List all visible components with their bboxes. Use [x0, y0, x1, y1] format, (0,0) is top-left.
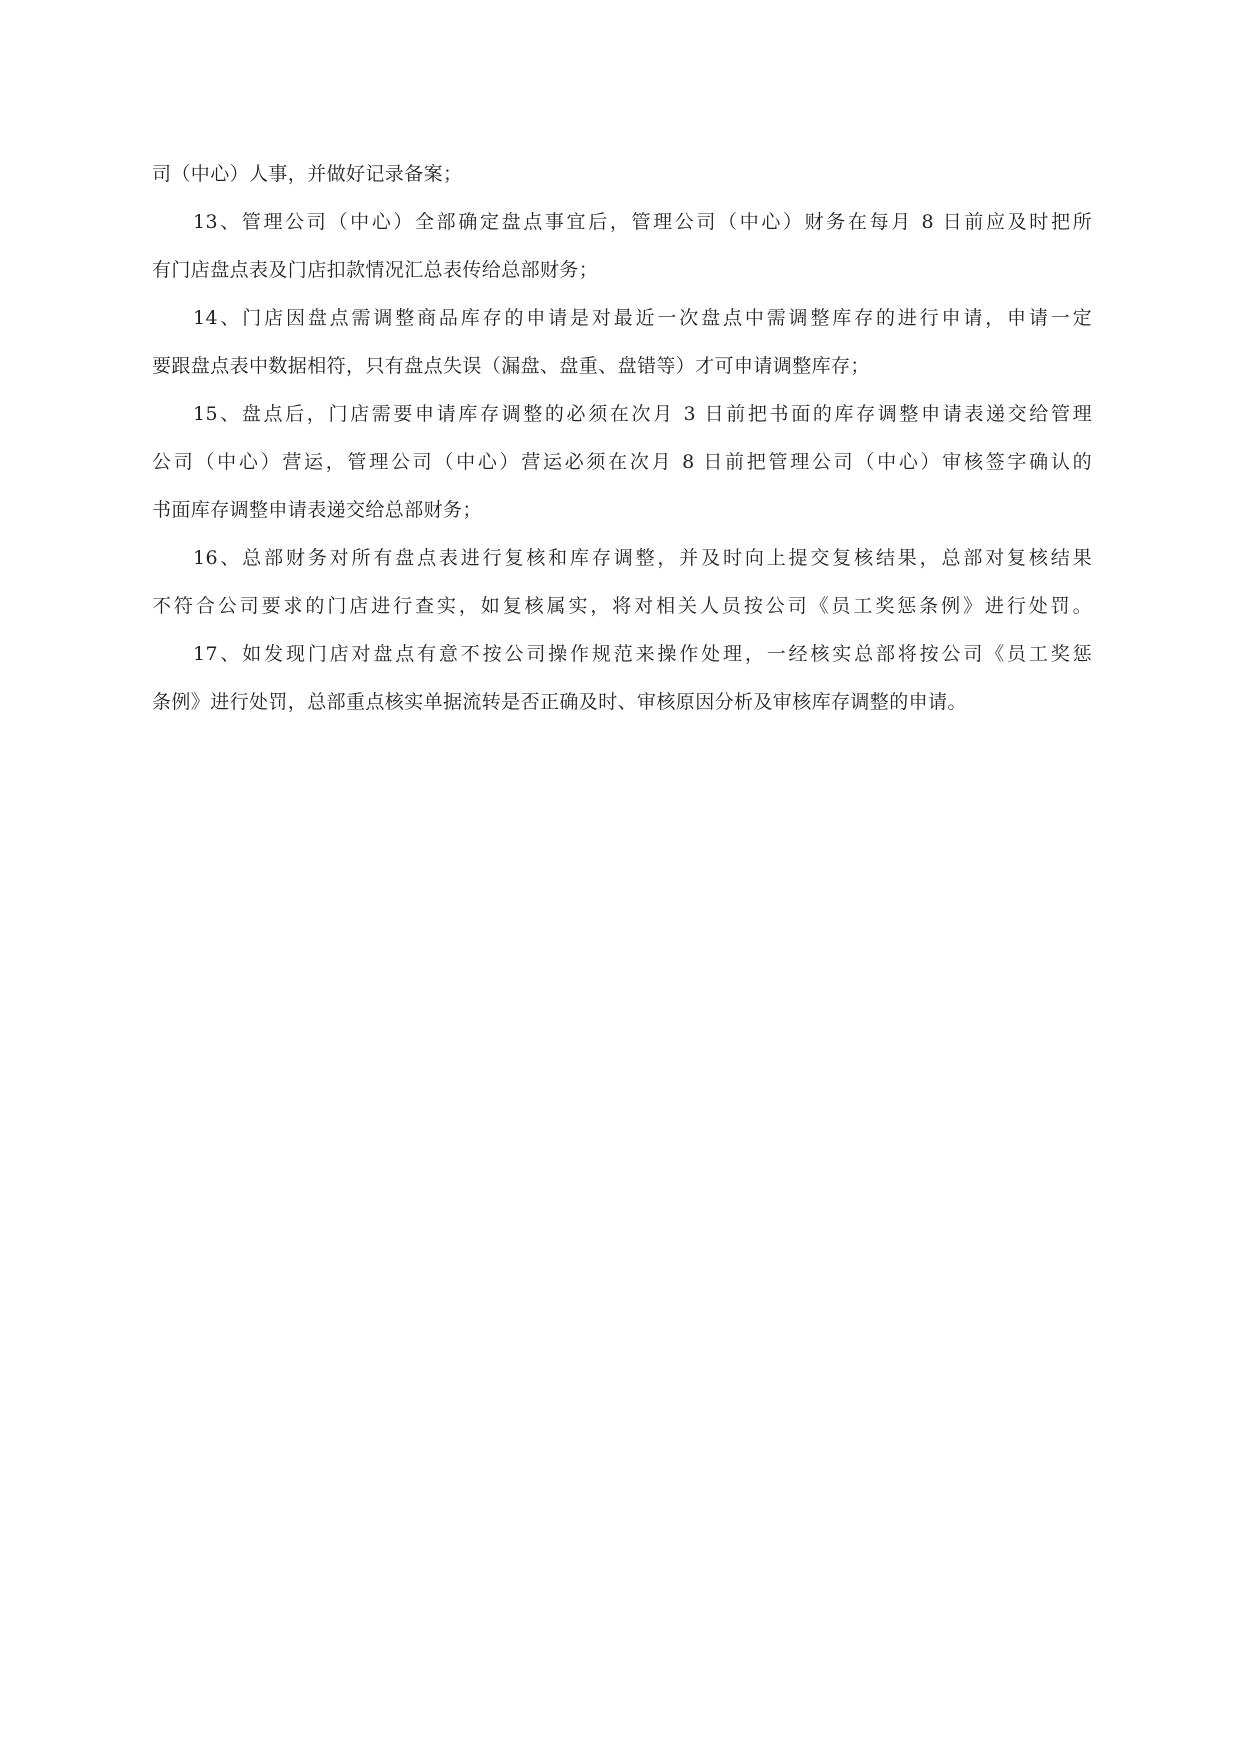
text-line-item-15-cont-2: 书面库存调整申请表递交给总部财务； — [152, 499, 482, 521]
text-line-item-17: 17、如发现门店对盘点有意不按公司操作规范来操作处理，一经核实总部将按公司《员工奖惩 — [193, 643, 1092, 665]
text-line-continuation: 司（中心）人事，并做好记录备案； — [152, 163, 463, 185]
text-line-item-13: 13、管理公司（中心）全部确定盘点事宜后，管理公司（中心）财务在每月 8 日前应及时把所 — [193, 211, 1092, 233]
text-line-item-15-cont: 公司（中心）营运，管理公司（中心）营运必须在次月 8 日前把管理公司（中心）审核签字确认的 — [152, 451, 1092, 473]
text-line-item-13-cont: 有门店盘点表及门店扣款情况汇总表传给总部财务； — [152, 259, 599, 281]
text-line-item-14-cont: 要跟盘点表中数据相符，只有盘点失误（漏盘、盘重、盘错等）才可申请调整库存； — [152, 355, 870, 377]
text-line-item-15: 15、盘点后，门店需要申请库存调整的必须在次月 3 日前把书面的库存调整申请表递交给管理 — [193, 403, 1092, 425]
text-line-item-16-cont: 不符合公司要求的门店进行查实，如复核属实，将对相关人员按公司《员工奖惩条例》进行处罚。 — [152, 595, 1092, 617]
text-line-item-14: 14、门店因盘点需调整商品库存的申请是对最近一次盘点中需调整库存的进行申请，申请一定 — [193, 307, 1092, 329]
text-line-item-16: 16、总部财务对所有盘点表进行复核和库存调整，并及时向上提交复核结果，总部对复核结果 — [193, 547, 1092, 569]
text-line-item-17-cont: 条例》进行处罚，总部重点核实单据流转是否正确及时、审核原因分析及审核库存调整的申请。 — [152, 691, 967, 713]
